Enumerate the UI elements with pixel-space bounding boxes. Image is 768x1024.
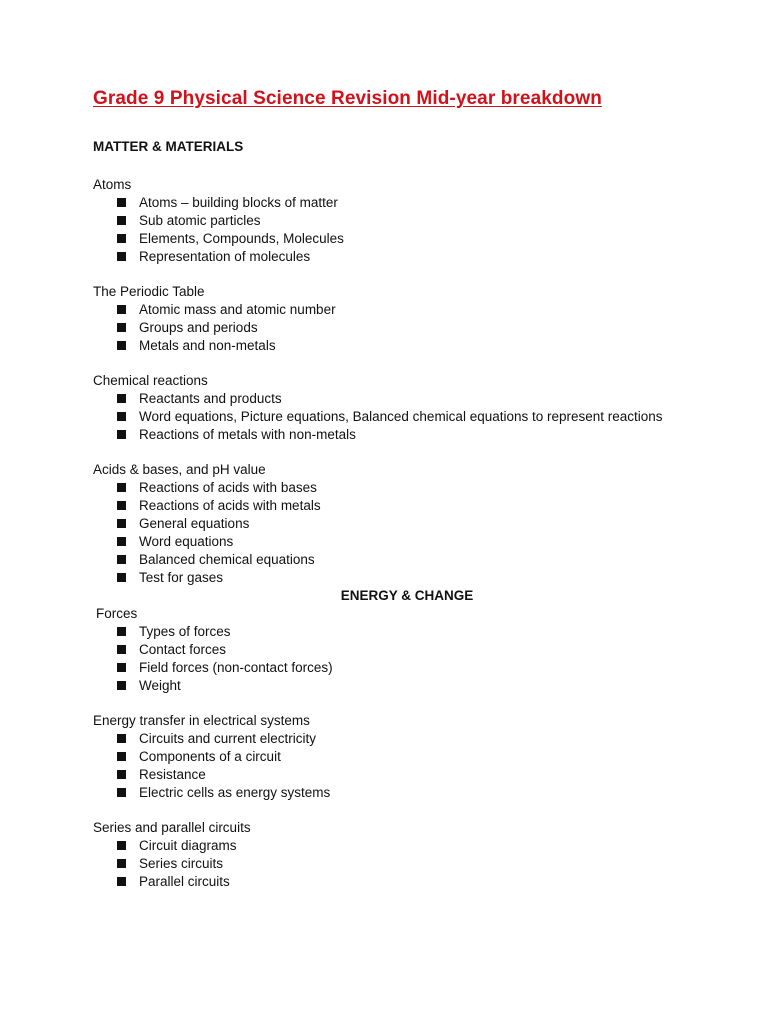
list-item-text: Series circuits xyxy=(139,856,224,871)
square-bullet-icon xyxy=(117,501,126,510)
section-title: The Periodic Table xyxy=(93,284,205,299)
list-item-text: Circuits and current electricity xyxy=(139,731,317,746)
list-item xyxy=(93,730,669,748)
list-item xyxy=(93,337,669,355)
square-bullet-icon xyxy=(117,305,126,314)
section-title: Series and parallel circuits xyxy=(93,820,251,835)
list-item-text: Word equations, Picture equations, Balanced chemical equations to represent reactions xyxy=(139,409,663,424)
square-bullet-icon xyxy=(117,234,126,243)
list-item xyxy=(93,677,669,695)
list-item-text: Test for gases xyxy=(139,570,224,585)
list-item-text: Weight xyxy=(139,678,181,693)
list-item xyxy=(93,390,669,408)
list-item-text: Elements, Compounds, Molecules xyxy=(139,231,344,246)
list-item-text: Electric cells as energy systems xyxy=(139,785,331,800)
section-chemical-reactions xyxy=(93,372,693,444)
bullet-list xyxy=(93,390,693,444)
section-title: Acids & bases, and pH value xyxy=(93,462,266,477)
section-acids-bases xyxy=(93,461,693,587)
list-item xyxy=(93,855,669,873)
square-bullet-icon xyxy=(117,519,126,528)
square-bullet-icon xyxy=(117,788,126,797)
list-item-text: Sub atomic particles xyxy=(139,213,261,228)
list-item xyxy=(93,873,669,891)
square-bullet-icon xyxy=(117,627,126,636)
section-title: Atoms xyxy=(93,177,132,192)
square-bullet-icon xyxy=(117,537,126,546)
square-bullet-icon xyxy=(117,663,126,672)
list-item xyxy=(93,248,669,266)
list-item xyxy=(93,230,669,248)
list-item xyxy=(93,408,669,426)
square-bullet-icon xyxy=(117,573,126,582)
square-bullet-icon xyxy=(117,483,126,492)
square-bullet-icon xyxy=(117,877,126,886)
section-title: Chemical reactions xyxy=(93,373,208,388)
square-bullet-icon xyxy=(117,841,126,850)
list-item xyxy=(93,301,669,319)
square-bullet-icon xyxy=(117,645,126,654)
square-bullet-icon xyxy=(117,555,126,564)
section-title: Forces xyxy=(96,606,138,621)
list-item xyxy=(93,426,669,444)
bullet-list xyxy=(93,837,693,891)
list-item-text: Atoms – building blocks of matter xyxy=(139,195,338,210)
sections-container xyxy=(93,176,693,891)
square-bullet-icon xyxy=(117,734,126,743)
list-item xyxy=(93,641,669,659)
list-item-text: Types of forces xyxy=(139,624,231,639)
list-item xyxy=(93,515,669,533)
bullet-list xyxy=(93,730,693,802)
list-item-text: Circuit diagrams xyxy=(139,838,237,853)
list-item xyxy=(93,194,669,212)
list-item-text: Metals and non-metals xyxy=(139,338,276,353)
list-item xyxy=(93,659,669,677)
list-item xyxy=(93,319,669,337)
square-bullet-icon xyxy=(117,323,126,332)
square-bullet-icon xyxy=(117,394,126,403)
list-item-text: Reactions of acids with metals xyxy=(139,498,321,513)
list-item-text: Representation of molecules xyxy=(139,249,311,264)
list-item xyxy=(93,784,669,802)
bullet-list xyxy=(93,194,693,266)
square-bullet-icon xyxy=(117,430,126,439)
bullet-list xyxy=(93,301,693,355)
bullet-list xyxy=(93,479,693,587)
list-item-text: Resistance xyxy=(139,767,206,782)
square-bullet-icon xyxy=(117,198,126,207)
square-bullet-icon xyxy=(117,770,126,779)
list-item xyxy=(93,837,669,855)
section-forces xyxy=(93,605,693,695)
section-atoms xyxy=(93,176,693,266)
list-item-text: Parallel circuits xyxy=(139,874,230,889)
list-item-text: Atomic mass and atomic number xyxy=(139,302,336,317)
square-bullet-icon xyxy=(117,681,126,690)
list-item-text: Balanced chemical equations xyxy=(139,552,315,567)
square-bullet-icon xyxy=(117,412,126,421)
list-item xyxy=(93,497,669,515)
section-series-parallel xyxy=(93,819,693,891)
section-energy-transfer xyxy=(93,712,693,802)
list-item-text: Word equations xyxy=(139,534,234,549)
list-item xyxy=(93,479,669,497)
heading-matter-materials: MATTER & MATERIALS xyxy=(93,139,244,154)
heading-energy-change: ENERGY & CHANGE xyxy=(340,588,474,603)
list-item xyxy=(93,623,669,641)
list-item-text: General equations xyxy=(139,516,250,531)
list-item xyxy=(93,766,669,784)
square-bullet-icon xyxy=(117,252,126,261)
list-item-text: Contact forces xyxy=(139,642,227,657)
bullet-list xyxy=(93,623,693,695)
list-item-text: Field forces (non-contact forces) xyxy=(139,660,333,675)
square-bullet-icon xyxy=(117,341,126,350)
list-item xyxy=(93,748,669,766)
list-item-text: Components of a circuit xyxy=(139,749,281,764)
square-bullet-icon xyxy=(117,752,126,761)
section-title: Energy transfer in electrical systems xyxy=(93,713,310,728)
list-item-text: Reactants and products xyxy=(139,391,282,406)
section-periodic-table xyxy=(93,283,693,355)
list-item-text: Groups and periods xyxy=(139,320,258,335)
document-title: Grade 9 Physical Science Revision Mid-year breakdown xyxy=(93,88,602,109)
list-item xyxy=(93,212,669,230)
list-item-text: Reactions of acids with bases xyxy=(139,480,317,495)
list-item xyxy=(93,533,669,551)
square-bullet-icon xyxy=(117,859,126,868)
list-item xyxy=(93,569,669,587)
square-bullet-icon xyxy=(117,216,126,225)
list-item xyxy=(93,551,669,569)
list-item-text: Reactions of metals with non-metals xyxy=(139,427,356,442)
